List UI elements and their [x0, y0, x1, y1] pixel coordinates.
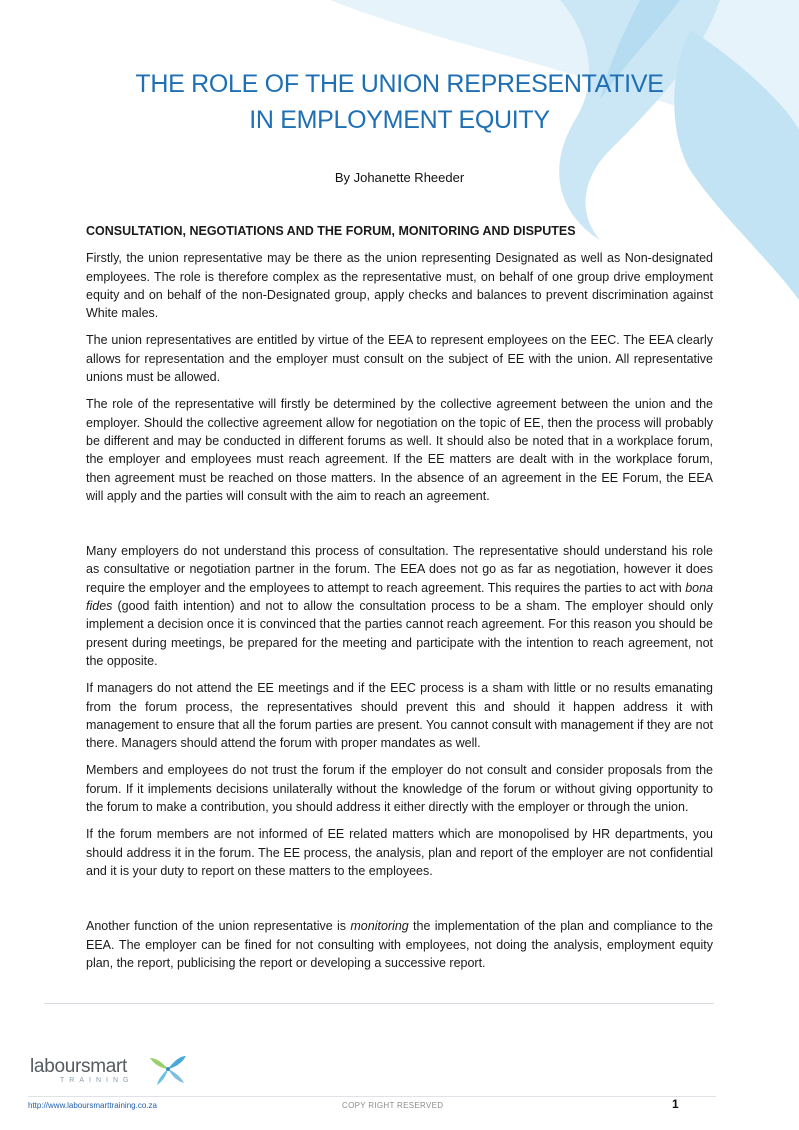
footer-divider: [28, 1096, 716, 1097]
paragraph-4-text-a: Many employers do not understand this process of consultation. The representative should understand his role as consultative or negotiation partner in the forum. The EEA does not go as far as negotiation, however it does require the employer and the employees to attempt to reach agreement. This requires the parties to act with: [86, 544, 713, 595]
paragraph-2: The union representatives are entitled by virtue of the EEA to represent employees on the EEC. The EEA clearly allows for representation and the employer must consult on the subject of EE with the union. All representative unions must be allowed.: [86, 333, 713, 385]
paragraph-8-italic: monitoring: [350, 919, 409, 934]
paragraph-8-text-b: the implementation of the plan and compliance to the EEA. The employer can be fined for not consulting with employees, not doing the analysis, employment equity plan, the report, publicising the report or developing a successive report.: [86, 919, 714, 970]
paragraph-1: Firstly, the union representative may be there as the union representing Designated as well as Non-designated employees. The role is therefore complex as the representative must, on behalf of one group drive employment equity and on behalf of the non-Designated group, apply checks and balances to prevent discrimination against White males.: [86, 251, 713, 321]
section-heading: CONSULTATION, NEGOTIATIONS AND THE FORUM, MONITORING AND DISPUTES: [86, 224, 576, 238]
paragraph-5: If managers do not attend the EE meetings and if the EEC process is a sham with little or no results emanating from the forum process, the representatives should prevent this and should it happen address it with management to ensure that all the forum parties are present. You cannot consult with management if they are not there. Managers should attend the forum with proper mandates as well.: [86, 681, 713, 751]
paragraph-8: [86, 917, 713, 972]
paragraph-4-text-b: (good faith intention) and not to allow the consultation process to be a sham. The employer should only implement a decision once it is convinced that the parties cannot reach agreement. For this reason you should be present during meetings, be prepared for the meeting and participate with the intention to reach agreement, not the opposite.: [86, 599, 713, 668]
company-logo: [30, 1050, 180, 1090]
footer-copyright: COPY RIGHT RESERVED: [342, 1101, 444, 1110]
paragraph-8-text-a: Another function of the union representative is: [86, 919, 351, 934]
page-number: 1: [672, 1097, 679, 1111]
document-body: [86, 222, 713, 981]
paragraph-4: [86, 542, 713, 670]
logo-pinwheel-icon: [148, 1052, 188, 1086]
logo-tagline: TRAINING: [60, 1077, 134, 1084]
document-title: [0, 66, 799, 138]
paragraph-7: If the forum members are not informed of EE related matters which are monopolised by HR departments, you should address it in the forum. The EE process, the analysis, plan and report of the employer are not confidential and it is your duty to report on these matters to the employees.: [86, 827, 713, 878]
paragraph-4-italic: bona fides: [86, 580, 713, 614]
paragraph-3: The role of the representative will firstly be determined by the collective agreement between the union and the employer. Should the collective agreement allow for negotiation on the topic of EE, then the process will probably be different and may be conducted in different forums as well. It should also be noted that in a workplace forum, the employer and employees must reach agreement. If the EE matters are dealt with in the workplace forum, then agreement must be reached on those matters. In the absence of an agreement in the EE Forum, the EEA will apply and the parties will consult with the aim to reach an agreement.: [86, 397, 713, 503]
logo-wordmark: laboursmart: [30, 1056, 128, 1077]
title-line-2: IN EMPLOYMENT EQUITY: [249, 106, 550, 134]
content-end-divider: [44, 1003, 714, 1004]
footer-website-link[interactable]: http://www.laboursmarttraining.co.za: [28, 1101, 157, 1110]
title-line-1: THE ROLE OF THE UNION REPRESENTATIVE: [135, 70, 664, 98]
paragraph-6: Members and employees do not trust the forum if the employer do not consult and consider proposals from the forum. If it implements decisions unilaterally without the knowledge of the forum or without giving opportunity to the forum to make a contribution, you should address it either directly with the employer or through the union.: [86, 763, 713, 815]
author-byline: By Johanette Rheeder: [334, 170, 465, 185]
